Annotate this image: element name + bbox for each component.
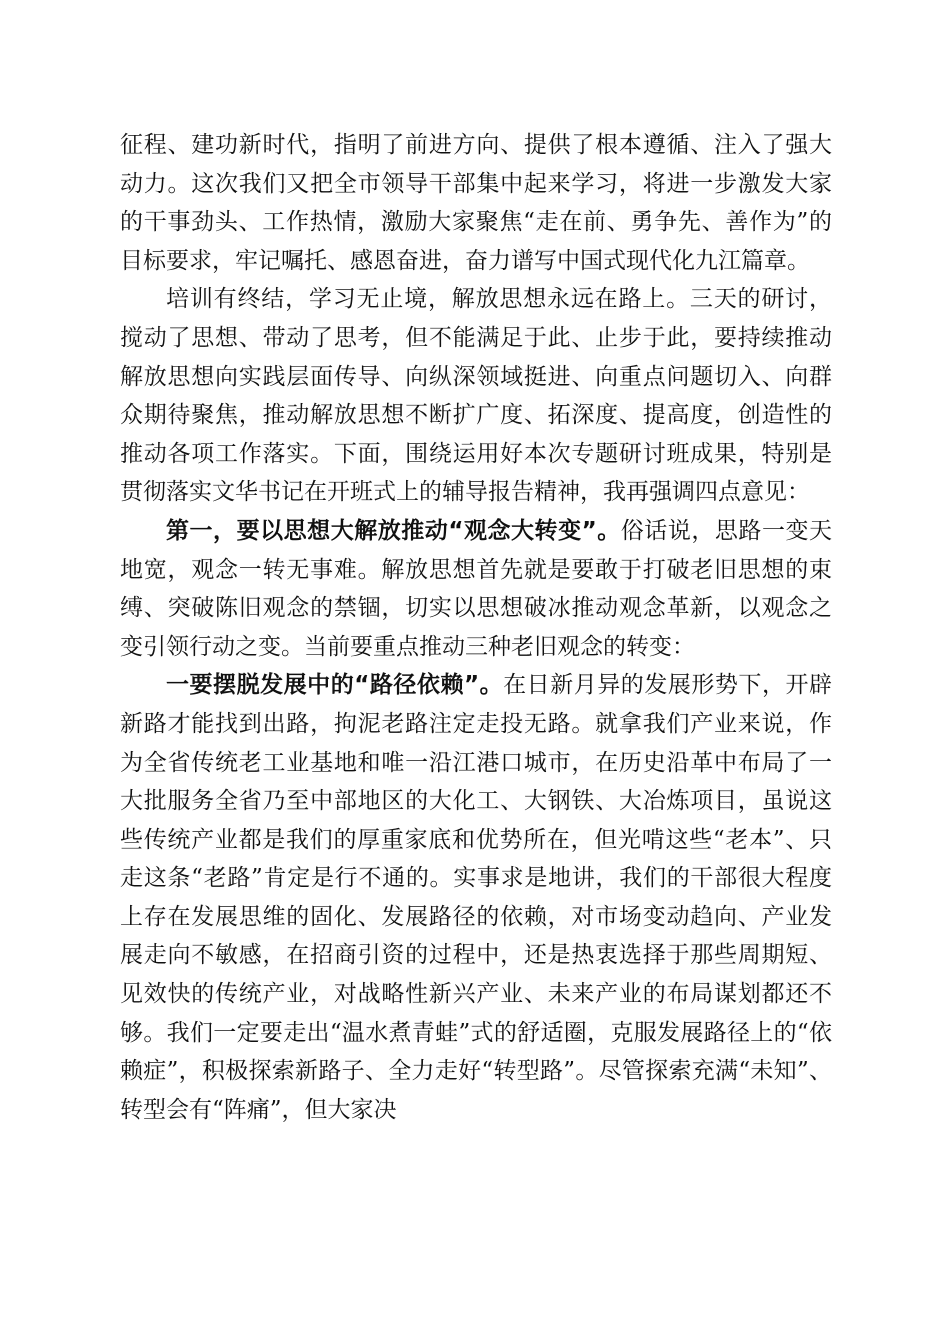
paragraph-4: [120, 666, 832, 1129]
paragraph-4-heading: 一要摆脱发展中的“路径依赖”。: [166, 672, 504, 699]
paragraph-1-text: 征程、建功新时代，指明了前进方向、提供了根本遵循、注入了强大动力。这次我们又把全市领导干部集中起来学习，将进一步激发大家的干事劲头、工作热情，激励大家聚焦“走在前、勇争先、善作为”的目标要求，牢记嘱托、感恩奋进，奋力谱写中国式现代化九江篇章。: [120, 132, 832, 274]
paragraph-3-text: 俗话说，思路一变天地宽，观念一转无事难。解放思想首先就是要敢于打破老旧思想的束缚、突破陈旧观念的禁锢，切实以思想破冰推动观念革新，以观念之变引领行动之变。当前要重点推动三种老旧观念的转变：: [120, 517, 832, 660]
paragraph-2: [120, 280, 832, 512]
document-body: [120, 126, 832, 1129]
paragraph-3-heading: 第一，要以思想大解放推动“观念大转变”。: [166, 517, 621, 544]
paragraph-1: [120, 126, 832, 280]
paragraph-2-text: 培训有终结，学习无止境，解放思想永远在路上。三天的研讨，搅动了思想、带动了思考，但不能满足于此、止步于此，要持续推动解放思想向实践层面传导、向纵深领域挺进、向重点问题切入、向群众期待聚焦，推动解放思想不断扩广度、拓深度、提高度，创造性的推动各项工作落实。下面，围绕运用好本次专题研讨班成果，特别是贯彻落实文华书记在开班式上的辅导报告精神，我再强调四点意见：: [120, 286, 832, 506]
paragraph-4-text: 在日新月异的发展形势下，开辟新路才能找到出路，拘泥老路注定走投无路。就拿我们产业来说，作为全省传统老工业基地和唯一沿江港口城市，在历史沿革中布局了一大批服务全省乃至中部地区的大化工、大钢铁、大冶炼项目，虽说这些传统产业都是我们的厚重家底和优势所在，但光啃这些“老本”、只走这条“老路”肯定是行不通的。实事求是地讲，我们的干部很大程度上存在发展思维的固化、发展路径的依赖，对市场变动趋向、产业发展走向不敏感，在招商引资的过程中，还是热衷选择于那些周期短、见效快的传统产业，对战略性新兴产业、未来产业的布局谋划都还不够。我们一定要走出“温水煮青蛙”式的舒适圈，克服发展路径上的“依赖症”，积极探索新路子、全力走好“转型路”。尽管探索充满“未知”、转型会有“阵痛”，但大家决: [120, 672, 833, 1123]
paragraph-3: [120, 512, 832, 666]
